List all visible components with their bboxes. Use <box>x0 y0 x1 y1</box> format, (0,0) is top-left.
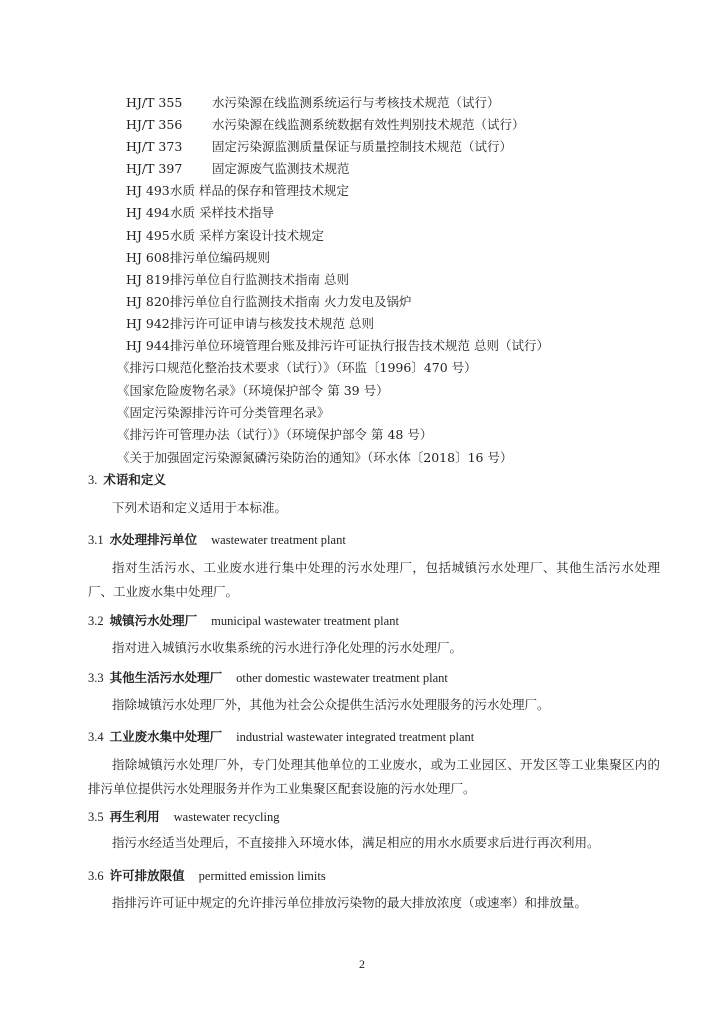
reference-item <box>0 114 724 136</box>
reference-code: HJ/T 355 <box>126 95 183 110</box>
section-intro: 下列术语和定义适用于本标准。 <box>112 500 288 515</box>
term-heading <box>88 807 280 825</box>
term-zh: 再生利用 <box>109 809 160 824</box>
reference-title: 排污单位环境管理台账及排污许可证执行报告技术规范 总则（试行） <box>170 338 549 354</box>
section-title: 术语和定义 <box>103 472 166 487</box>
term-zh: 水处理排污单位 <box>109 532 198 547</box>
reference-code: HJ/T 356 <box>126 117 183 133</box>
reference-item <box>0 225 724 247</box>
reference-code: HJ/T 397 <box>126 161 183 177</box>
term-zh: 城镇污水处理厂 <box>109 613 198 628</box>
term-definition: 指对生活污水、工业废水进行集中处理的污水处理厂，包括城镇污水处理厂、其他生活污水处理厂、工业废水集中处理厂。 <box>88 560 660 599</box>
term-en: other domestic wastewater treatment plant <box>236 671 448 685</box>
reference-item <box>0 313 724 335</box>
page-number: 2 <box>359 957 365 971</box>
reference-title: 水质 样品的保存和管理技术规定 <box>170 183 349 199</box>
section-number: 3. <box>88 473 98 487</box>
reference-item <box>0 136 724 158</box>
reference-title: 排污单位自行监测技术指南 总则 <box>170 271 349 287</box>
term-zh: 许可排放限值 <box>109 868 185 883</box>
term-en: municipal wastewater treatment plant <box>211 614 399 628</box>
reference-code: HJ 493 <box>126 183 170 199</box>
term-zh: 工业废水集中处理厂 <box>109 729 223 744</box>
term-en: wastewater recycling <box>173 810 280 824</box>
term-en: wastewater treatment plant <box>211 533 346 547</box>
term-number: 3.5 <box>88 810 104 824</box>
section-heading <box>88 470 166 488</box>
reference-code: HJ 495 <box>126 227 170 243</box>
regulation-document: 《关于加强固定污染源氮磷污染防治的通知》（环水体〔2018〕16 号） <box>117 449 513 465</box>
reference-title: 排污单位编码规则 <box>170 249 271 265</box>
term-definition: 指污水经适当处理后，不直接排入环境水体，满足相应的用水水质要求后进行再次利用。 <box>112 835 600 850</box>
reference-title: 水污染源在线监测系统运行与考核技术规范（试行） <box>212 95 500 110</box>
term-definition: 指对进入城镇污水收集系统的污水进行净化处理的污水处理厂。 <box>112 640 463 655</box>
term-definition: 指排污许可证中规定的允许排污单位排放污染物的最大排放浓度（或速率）和排放量。 <box>112 895 588 910</box>
regulation-document: 《国家危险废物名录》（环境保护部令 第 39 号） <box>117 382 389 398</box>
reference-title: 水质 采样技术指导 <box>170 205 274 221</box>
reference-code: HJ 944 <box>126 338 170 354</box>
reference-item <box>0 269 724 291</box>
term-heading <box>88 727 474 745</box>
reference-title: 固定源废气监测技术规范 <box>212 161 350 177</box>
reference-item <box>0 335 724 357</box>
term-number: 3.1 <box>88 533 104 547</box>
reference-code: HJ 608 <box>126 249 170 265</box>
reference-item <box>0 92 724 114</box>
reference-code: HJ 820 <box>126 293 170 309</box>
reference-code: HJ 819 <box>126 271 170 287</box>
reference-title: 排污许可证申请与核发技术规范 总则 <box>170 315 374 331</box>
term-zh: 其他生活污水处理厂 <box>109 670 223 685</box>
term-heading <box>88 866 326 884</box>
regulation-document: 《排污口规范化整治技术要求（试行）》（环监〔1996〕470 号） <box>117 360 477 376</box>
reference-item <box>0 180 724 202</box>
term-number: 3.2 <box>88 614 104 628</box>
reference-code: HJ/T 373 <box>126 139 183 155</box>
reference-item <box>0 202 724 224</box>
regulation-document: 《固定污染源排污许可分类管理名录》 <box>117 404 330 420</box>
term-en: industrial wastewater integrated treatment plant <box>236 730 475 744</box>
reference-title: 水质 采样方案设计技术规定 <box>170 227 324 243</box>
term-definition: 指除城镇污水处理厂外，其他为社会公众提供生活污水处理服务的污水处理厂。 <box>112 697 550 712</box>
term-number: 3.3 <box>88 671 104 685</box>
term-heading <box>88 530 346 548</box>
regulation-document: 《排污许可管理办法（试行）》（环境保护部令 第 48 号） <box>117 427 433 443</box>
term-en: permitted emission limits <box>198 869 326 883</box>
reference-title: 固定污染源监测质量保证与质量控制技术规范（试行） <box>212 139 513 155</box>
reference-title: 排污单位自行监测技术指南 火力发电及锅炉 <box>170 293 412 309</box>
reference-item <box>0 291 724 313</box>
term-heading <box>88 611 399 629</box>
reference-code: HJ 942 <box>126 315 170 331</box>
reference-item <box>0 247 724 269</box>
reference-title: 水污染源在线监测系统数据有效性判别技术规范（试行） <box>212 117 525 133</box>
reference-code: HJ 494 <box>126 205 170 221</box>
term-heading <box>88 668 448 686</box>
reference-item <box>0 158 724 180</box>
normative-references-list <box>0 92 724 469</box>
term-number: 3.4 <box>88 730 104 744</box>
term-definition: 指除城镇污水处理厂外，专门处理其他单位的工业废水，或为工业园区、开发区等工业集聚区内的排污单位提供污水处理服务并作为工业集聚区配套设施的污水处理厂。 <box>88 757 660 796</box>
term-number: 3.6 <box>88 869 104 883</box>
